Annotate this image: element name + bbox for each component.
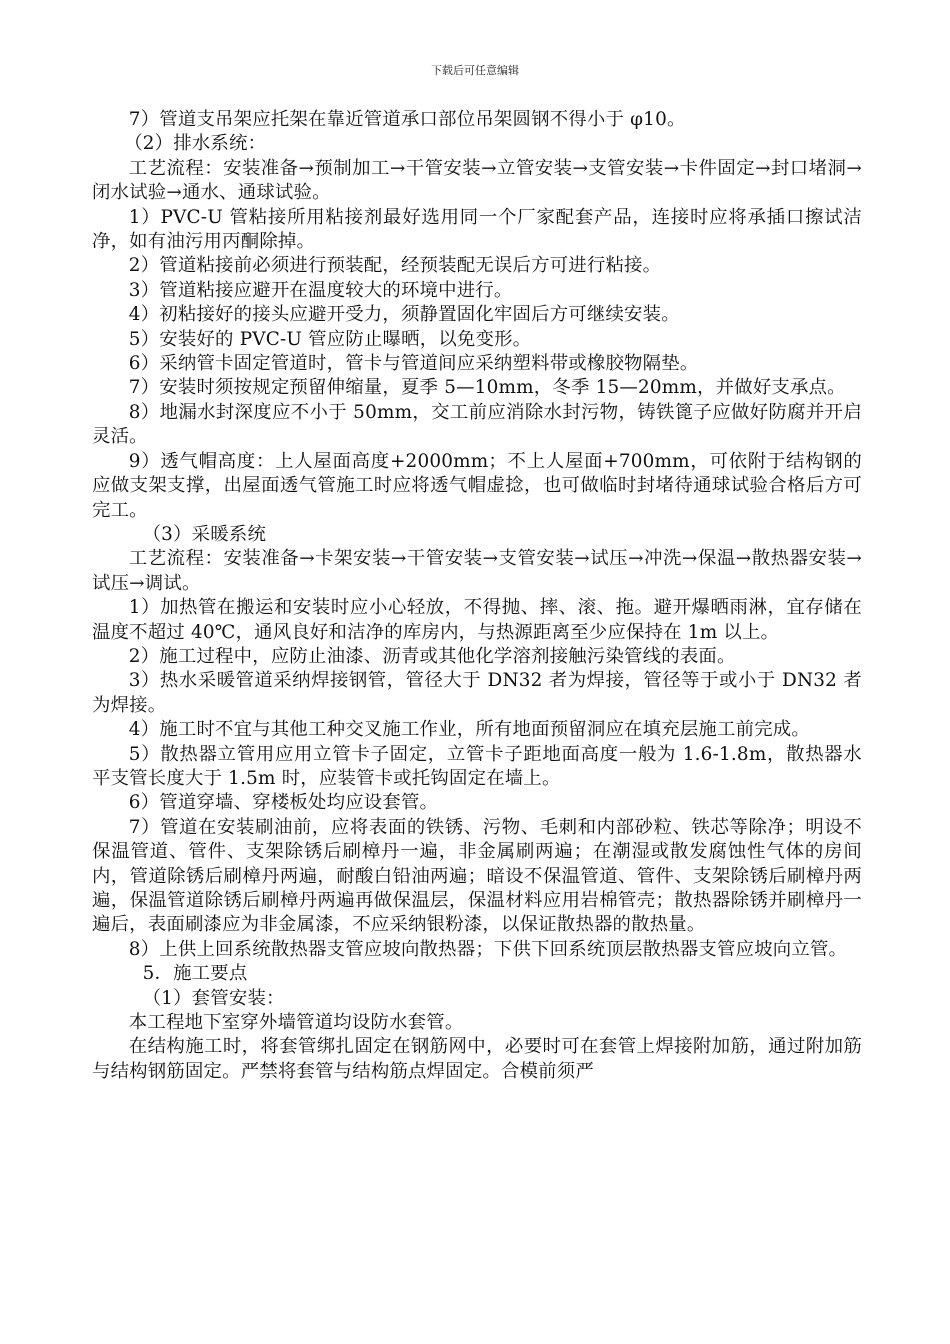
section-heading: （1）套管安装： [142,987,285,1009]
page-header: 下载后可任意编辑 [431,64,519,77]
paragraph-item: 7）安装时须按规定预留伸缩量，夏季 5—10mm，冬季 15—20mm，并做好支承点。 [128,377,846,399]
paragraph-item: 7）管道在安装刷油前，应将表面的铁锈、污物、毛刺和内部砂粒、铁芯等除净；明设不保温管道、管件、支架除锈后刷樟丹一遍，非金属刷两遍；在潮湿或散发腐蚀性气体的房间内，管道除锈后刷樟丹两遍，耐酸白铅油两遍；暗设不保温管道、管件、支架除锈后刷樟丹两遍，保温管道除锈后刷樟丹两遍再做保温层，保温材料应用岩棉管壳；散热器除锈并刷樟丹一遍后，表面刷漆应为非金属漆，不应采纳银粉漆，以保证散热器的散热量。 [92,816,862,936]
paragraph-body: 在结构施工时，将套管绑扎固定在钢筋网中，必要时可在套管上焊接附加筋，通过附加筋与结构钢筋固定。严禁将套管与结构筋点焊固定。合模前须严 [92,1036,862,1082]
paragraph-item: 4）施工时不宜与其他工种交叉施工作业，所有地面预留洞应在填充层施工前完成。 [128,719,810,741]
paragraph-item: 3）管道粘接应避开在温度较大的环境中进行。 [128,279,513,301]
paragraph-item: 5）安装好的 PVC-U 管应防止曝晒，以免变形。 [128,328,532,350]
paragraph-item: 4）初粘接好的接头应避开受力，须静置固化牢固后方可继续安装。 [128,304,680,326]
document-body [92,108,862,1084]
paragraph-body: 工艺流程：安装准备→卡架安装→干管安装→支管安装→试压→冲洗→保温→散热器安装→试压→调试。 [92,548,862,594]
paragraph-item: 6）采纳管卡固定管道时，管卡与管道间应采纳塑料带或橡胶物隔垫。 [128,353,699,375]
paragraph-item: 9）透气帽高度：上人屋面高度+2000mm；不上人屋面+700mm，可依附于结构钢的应做支架支撑，出屋面透气管施工时应将透气帽虚捻，也可做临时封堵待通球试验合格后方可完工。 [92,450,862,521]
paragraph-item: 2）管道粘接前必须进行预装配，经预装配无误后方可进行粘接。 [128,255,662,277]
paragraph-item: 5）散热器立管用应用立管卡子固定，立管卡子距地面高度一般为 1.6-1.8m，散热器水平支管长度大于 1.5m 时，应装管卡或托钩固定在墙上。 [92,743,862,789]
paragraph-item: 1）加热管在搬运和安装时应小心轻放，不得抛、摔、滚、拖。避开爆晒雨淋，宜存储在温度不超过 40℃，通风良好和洁净的库房内，与热源距离至少应保持在 1m 以上。 [92,597,862,643]
paragraph-item: 7）管道支吊架应托架在靠近管道承口部位吊架圆钢不得小于 φ10。 [128,109,686,130]
section-heading: （2）排水系统： [124,133,267,155]
paragraph-body: 工艺流程：安装准备→预制加工→干管安装→立管安装→支管安装→卡件固定→封口堵洞→闭水试验→通水、通球试验。 [92,157,862,204]
paragraph-item: 3）热水采暖管道采纳焊接钢管，管径大于 DN32 者为焊接，管径等于或小于 DN32 者为焊接。 [92,670,862,716]
paragraph-item: 2）施工过程中，应防止油漆、沥青或其他化学溶剂接触污染管线的表面。 [128,645,736,667]
paragraph-body: 本工程地下室穿外墙管道均设防水套管。 [128,1012,464,1034]
paragraph-item: 8）地漏水封深度应不小于 50mm，交工前应消除水封污物，铸铁篦子应做好防腐并开启灵活。 [92,401,862,448]
section-heading: 5．施工要点 [142,963,248,985]
paragraph-item: 8）上供上回系统散热器支管应坡向散热器；下供下回系统顶层散热器支管应坡向立管。 [128,938,848,960]
paragraph-item: 6）管道穿墙、穿楼板处均应设套管。 [128,792,439,814]
paragraph-item: 1）PVC-U 管粘接所用粘接剂最好选用同一个厂家配套产品，连接时应将承插口擦试洁净，如有油污用丙酮除掉。 [92,206,862,253]
section-heading: （3）采暖系统 [142,523,267,545]
